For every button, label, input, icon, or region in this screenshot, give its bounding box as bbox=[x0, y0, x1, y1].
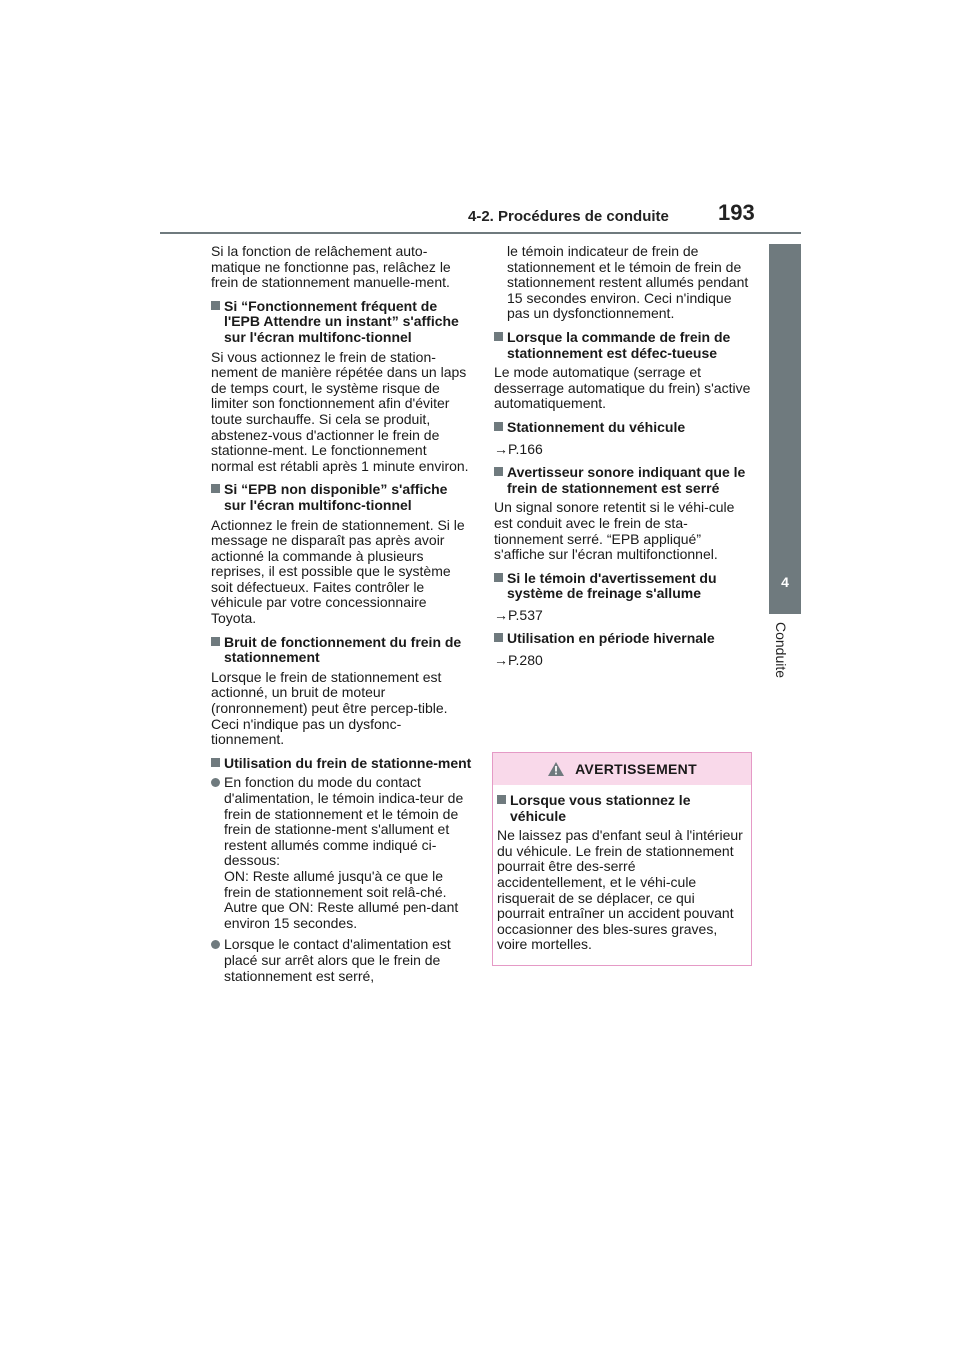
square-bullet-icon bbox=[211, 301, 220, 310]
chapter-tab bbox=[769, 244, 801, 614]
paragraph-defective-switch: Le mode automatique (serrage et desserrage automatique du frein) s'active automatiquement. bbox=[494, 364, 751, 412]
round-bullet-icon bbox=[211, 778, 220, 787]
heading-defective-switch: Lorsque la commande de frein de stationnement est défec-tueuse bbox=[494, 330, 752, 361]
paragraph-operation-noise: Lorsque le frein de stationnement est actionné, un bruit de moteur (ronronnement) peut être percep-tible. Ceci n'indique pas un dysfonc-tionnement. bbox=[211, 668, 448, 748]
page-reference-280[interactable]: →P.280 bbox=[494, 652, 543, 669]
chapter-tab-label: Conduite bbox=[773, 622, 789, 679]
warning-triangle-icon bbox=[547, 761, 565, 777]
warning-title: AVERTISSEMENT bbox=[575, 761, 697, 777]
list-item: Lorsque le contact d'alimentation est placé sur arrêt alors que le frein de stationnement est serré, bbox=[211, 937, 473, 984]
square-bullet-icon bbox=[211, 637, 220, 646]
heading-parking-vehicle: Stationnement du véhicule bbox=[494, 420, 752, 436]
heading-buzzer: Avertisseur sonore indiquant que le frein de stationnement est serré bbox=[494, 465, 752, 496]
warning-header bbox=[493, 753, 751, 785]
page-reference-537[interactable]: →P.537 bbox=[494, 606, 543, 623]
square-bullet-icon bbox=[494, 422, 503, 431]
heading-epb-frequent: Si “Fonctionnement fréquent de l'EPB Attendre un instant” s'affiche sur l'écran multifonc-tionnel bbox=[211, 299, 473, 346]
right-column bbox=[494, 244, 752, 675]
heading-winter-use: Utilisation en période hivernale bbox=[494, 631, 752, 647]
heading-epb-unavailable: Si “EPB non disponible” s'affiche sur l'écran multifonc-tionnel bbox=[211, 482, 473, 513]
paragraph-epb-unavailable: Actionnez le frein de stationnement. Si le message ne disparaît pas après avoir actionné la commande à plusieurs reprises, il est possible que le système soit défectueux. Faites contrôler le véhicule par votre concessionnaire Toyota. bbox=[211, 516, 465, 627]
warning-box bbox=[492, 752, 752, 966]
square-bullet-icon bbox=[494, 573, 503, 582]
page-reference-166[interactable]: →P.166 bbox=[494, 440, 543, 457]
square-bullet-icon bbox=[211, 484, 220, 493]
heading-operation-noise: Bruit de fonctionnement du frein de stationnement bbox=[211, 635, 473, 666]
chapter-tab-number: 4 bbox=[781, 574, 789, 590]
bullet-continuation: le témoin indicateur de frein de stationnement et le témoin de frein de stationnement restent allumés pendant 15 secondes environ. Ceci n'indique pas un dysfonctionnement. bbox=[507, 243, 749, 322]
intro-paragraph: Si la fonction de relâchement auto-matique ne fonctionne pas, relâchez le frein de stationnement manuelle-ment. bbox=[211, 243, 451, 291]
square-bullet-icon bbox=[497, 795, 506, 804]
paragraph-buzzer: Un signal sonore retentit si le véhi-cule est conduit avec le frein de sta-tionnement serré. “EPB appliqué” s'affiche sur l'écran multifonctionnel. bbox=[494, 499, 735, 563]
paragraph-epb-frequent: Si vous actionnez le frein de station-nement de manière répétée dans un laps de temps court, le système risque de limiter son fonctionnement afin d'éviter toute surchauffe. Si cela se produit, abstenez-vous d'actionner le frein de stationne-ment. Le fonctionnement normal est rétabli après 1 minute environ. bbox=[211, 348, 469, 474]
page-number: 193 bbox=[718, 200, 755, 225]
heading-brake-warning-light: Si le témoin d'avertissement du système de freinage s'allume bbox=[494, 571, 752, 602]
header-divider bbox=[160, 232, 801, 234]
square-bullet-icon bbox=[494, 467, 503, 476]
square-bullet-icon bbox=[211, 758, 220, 767]
square-bullet-icon bbox=[494, 633, 503, 642]
round-bullet-icon bbox=[211, 940, 220, 949]
heading-parking-brake-use: Utilisation du frein de stationne-ment bbox=[211, 756, 473, 772]
left-column bbox=[211, 244, 473, 990]
warning-text: Ne laissez pas d'enfant seul à l'intérieur du véhicule. Le frein de stationnement pourrait être des-serré accidentellement, et le véhi-cule risquerait de se déplacer, ce qui pourrait entraîner un accident pouvant occasionner des bles-sures graves, voire mortelles. bbox=[497, 827, 743, 953]
list-item: En fonction du mode du contact d'alimentation, le témoin indica-teur de frein de stationnement et le témoin de frein de stationne-ment s'allument et restent allumés comme indiqué ci-dessous: ON: Reste allumé jusqu'à ce que le frein de stationnement soit relâ-ché. Autre que ON: Reste allumé pen-dant environ 15 secondes. bbox=[211, 775, 473, 931]
square-bullet-icon bbox=[494, 332, 503, 341]
warning-body bbox=[493, 785, 751, 953]
warning-heading: Lorsque vous stationnez le véhicule bbox=[497, 793, 745, 824]
section-title: 4-2. Procédures de conduite bbox=[468, 208, 669, 225]
